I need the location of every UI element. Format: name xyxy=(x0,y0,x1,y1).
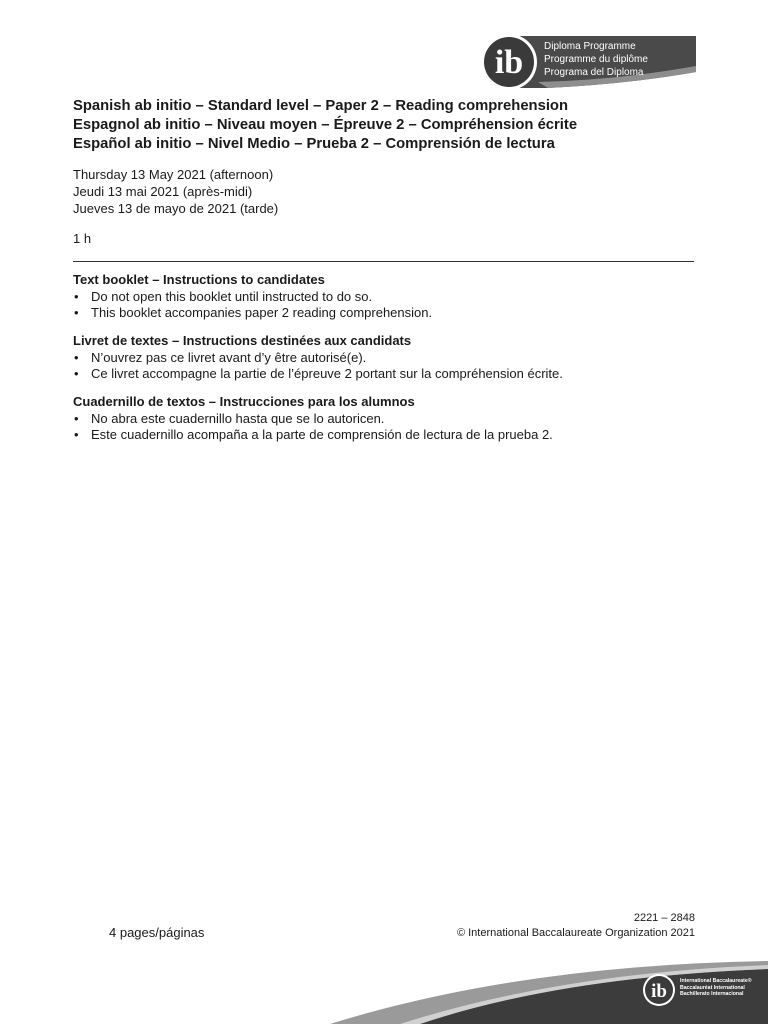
exam-duration: 1 h xyxy=(73,231,92,246)
section-heading: Text booklet – Instructions to candidates xyxy=(73,272,325,287)
title-spanish: Español ab initio – Nivel Medio – Prueba 2 – Comprensión de lectura xyxy=(73,136,555,152)
footer-band xyxy=(0,955,768,1024)
paper-titles xyxy=(73,97,713,154)
instructions-spanish xyxy=(73,394,713,444)
programme-line: Diploma Programme xyxy=(544,41,636,52)
programme-line: Programme du diplôme xyxy=(544,54,648,66)
divider xyxy=(73,261,694,262)
org-line: Bachillerato Internacional xyxy=(680,991,744,998)
footer-ib-logo-text: ib xyxy=(651,981,667,1002)
list-item: • Este cuadernillo acompaña a la parte de comprensión de lectura de la prueba 2. xyxy=(73,427,713,444)
title-english: Spanish ab initio – Standard level – Paper 2 – Reading comprehension xyxy=(73,98,569,114)
list-item: • N’ouvrez pas ce livret avant d’y être autorisé(e). xyxy=(73,350,713,367)
date-french: Jeudi 13 mai 2021 (après-midi) xyxy=(73,184,253,199)
paper-code: 2221 – 2848 xyxy=(633,912,695,924)
programme-lines xyxy=(544,40,648,80)
instructions-french xyxy=(73,333,713,383)
org-lines xyxy=(680,978,752,998)
ib-logo-text: ib xyxy=(494,44,524,81)
date-spanish: Jueves 13 de mayo de 2021 (tarde) xyxy=(73,201,279,216)
programme-line: Programa del Diploma xyxy=(544,67,644,79)
org-line: Baccalauréat International xyxy=(680,984,745,991)
title-french: Espagnol ab initio – Niveau moyen – Épreuve 2 – Compréhension écrite xyxy=(73,117,578,133)
exam-dates xyxy=(73,166,278,217)
instructions-english xyxy=(73,272,713,322)
section-heading: Cuadernillo de textos – Instrucciones para los alumnos xyxy=(73,394,415,409)
date-english: Thursday 13 May 2021 (afternoon) xyxy=(73,167,274,182)
org-line: International Baccalaureate® xyxy=(680,978,752,984)
copyright: © International Baccalaureate Organization 2021 xyxy=(456,927,695,939)
list-item: • No abra este cuadernillo hasta que se lo autoricen. xyxy=(73,411,713,428)
list-item: • Ce livret accompagne la partie de l’épreuve 2 portant sur la compréhension écrite. xyxy=(73,366,713,383)
section-heading: Livret de textes – Instructions destinées aux candidats xyxy=(73,333,412,348)
list-item: • Do not open this booklet until instructed to do so. xyxy=(73,289,713,306)
list-item: • This booklet accompanies paper 2 reading comprehension. xyxy=(73,305,713,322)
page-count: 4 pages/páginas xyxy=(109,925,205,940)
